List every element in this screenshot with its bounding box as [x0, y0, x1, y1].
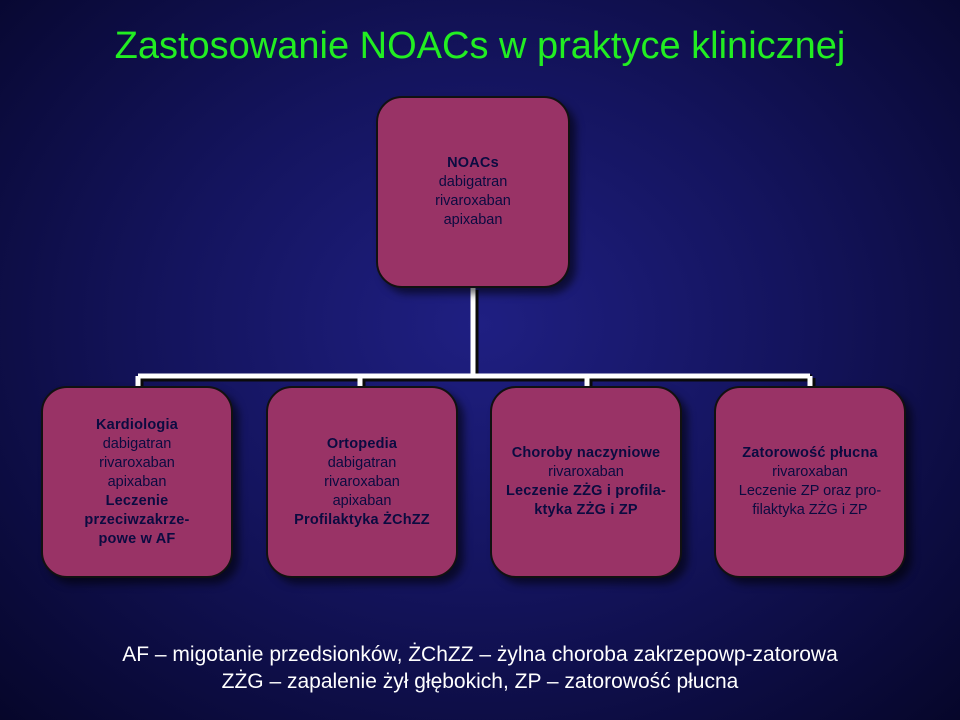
node-zatorowosc-plucna [714, 386, 906, 578]
node-heading: Choroby naczyniowe [511, 445, 661, 461]
node-drug: dabigatran [327, 454, 397, 471]
node-heading: Kardiologia [96, 416, 178, 433]
node-indication: powe w AF [98, 530, 176, 547]
node-noacs-heading: NOACs [447, 155, 499, 171]
slide-title: Zastosowanie NOACs w praktyce klinicznej [114, 25, 846, 67]
node-heading: Zatorowość płucna [742, 445, 878, 461]
node-heading: Ortopedia [326, 435, 398, 452]
node-indication: ktyka ZŻG i ZP [534, 502, 638, 518]
node-drug: rivaroxaban [548, 464, 624, 480]
node-noacs-line: rivaroxaban [435, 193, 511, 209]
node-ortopedia [266, 386, 458, 578]
node-choroby-naczyniowe [490, 386, 682, 578]
node-drug: apixaban [332, 492, 392, 509]
node-drug: rivaroxaban [99, 454, 175, 471]
node-noacs-line: dabigatran [438, 174, 508, 190]
node-drug: rivaroxaban [324, 473, 400, 490]
node-indication: Profilaktyka ŻChZZ [294, 511, 430, 528]
abbreviations-legend [0, 641, 960, 695]
legend-line-2: ZŻG – zapalenie żył głębokich, ZP – zatorowość płucna [221, 670, 739, 693]
node-kardiologia [41, 386, 233, 578]
node-indication: filaktyka ZŻG i ZP [752, 502, 868, 518]
node-drug: apixaban [107, 473, 167, 490]
node-noacs [376, 96, 570, 288]
node-noacs-line: apixaban [443, 212, 503, 228]
node-indication: Leczenie przeciwzakrze- [84, 492, 190, 528]
node-indication: Leczenie ZŻG i profila- [505, 483, 667, 499]
node-drug: rivaroxaban [772, 464, 848, 480]
legend-line-1: AF – migotanie przedsionków, ŻChZZ – żylna choroba zakrzepowp-zatorowa [122, 643, 838, 666]
node-drug: dabigatran [102, 435, 172, 452]
node-indication: Leczenie ZP oraz pro- [738, 483, 882, 499]
